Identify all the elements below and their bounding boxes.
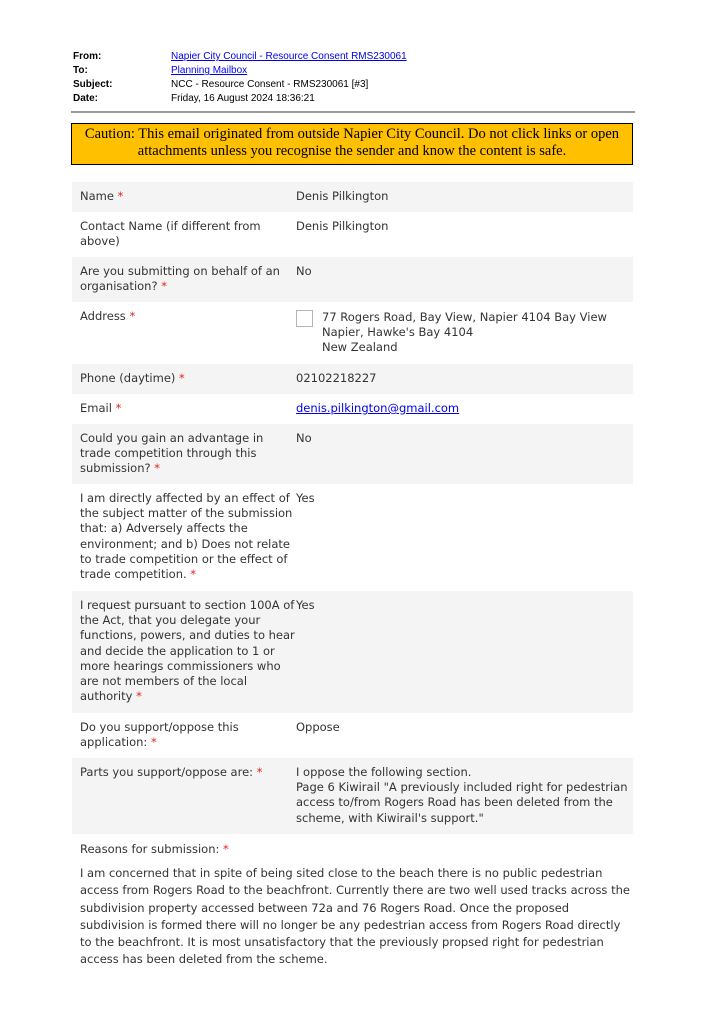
subject-row: [73, 78, 407, 92]
required-marker: *: [117, 189, 124, 203]
from-label: From:: [73, 51, 102, 62]
email-header: [73, 50, 407, 106]
required-marker: *: [150, 735, 157, 750]
required-marker: *: [136, 689, 142, 704]
field-label-section-100a: I request pursuant to section 100A of the Act, that you delegate your functions, powers, and duties to hear and decide the application to 1 or more hearings commissioners who are not members of the local authority: [80, 598, 295, 704]
field-row-parts: [72, 758, 633, 834]
field-value-organisation: No: [296, 264, 312, 278]
subject-label: Subject:: [73, 79, 113, 90]
field-value-name: Denis Pilkington: [296, 189, 389, 203]
address-line-1: 77 Rogers Road, Bay View, Napier 4104 Bay View: [322, 310, 607, 324]
date-row: [73, 92, 407, 106]
field-row-address: [72, 302, 633, 364]
field-row-email: [72, 394, 633, 424]
caution-banner: Caution: This email originated from outside Napier City Council. Do not click links or open attachments unless you recognise the sender and know the content is safe.: [71, 123, 633, 165]
date-value: Friday, 16 August 2024 18:36:21: [171, 93, 315, 104]
date-label: Date:: [73, 93, 99, 104]
header-divider: [71, 111, 635, 113]
field-label-contact-name: Contact Name (if different from above): [80, 219, 261, 249]
field-label-parts: Parts you support/oppose are:: [80, 765, 254, 779]
to-row: [73, 64, 407, 78]
reasons-label: Reasons for submission:: [80, 842, 220, 856]
field-label-email: Email: [80, 401, 112, 415]
field-label-trade-advantage: Could you gain an advantage in trade competition through this submission?: [80, 431, 264, 476]
field-label-address: Address: [80, 309, 126, 323]
field-row-trade-advantage: [72, 424, 633, 484]
field-row-directly-affected: [72, 484, 633, 591]
field-value-trade-advantage: No: [296, 431, 312, 445]
required-marker: *: [129, 309, 136, 323]
email-link[interactable]: denis.pilkington@gmail.com: [296, 401, 460, 415]
subject-value: NCC - Resource Consent - RMS230061 [#3]: [171, 79, 369, 90]
field-label-directly-affected: I am directly affected by an effect of the subject matter of the submission that: a) Adversely affects the environment; and b) Does not relate to trade competition or the effect of trade competition.: [80, 491, 293, 582]
submission-form: [72, 182, 633, 968]
field-value-phone: 02102218227: [296, 371, 377, 385]
field-value-directly-affected: Yes: [296, 491, 315, 505]
field-row-organisation: [72, 257, 633, 302]
field-label-name: Name: [80, 189, 114, 203]
field-value-parts-line-1: I oppose the following section.: [296, 765, 472, 779]
field-value-contact-name: Denis Pilkington: [296, 219, 389, 233]
required-marker: *: [154, 461, 160, 476]
required-marker: *: [190, 567, 197, 582]
field-value-parts-line-2: Page 6 Kiwirail "A previously included right for pedestrian access to/from Rogers Road has been deleted from the scheme, with Kiwirail's support.": [296, 780, 628, 825]
required-marker: *: [179, 371, 185, 385]
to-label: To:: [73, 65, 88, 76]
from-row: [73, 50, 407, 64]
field-row-section-100a: [72, 591, 633, 713]
field-label-organisation: Are you submitting on behalf of an organisation?: [80, 264, 280, 294]
field-row-name: [72, 182, 633, 212]
field-row-support-oppose: [72, 713, 633, 758]
to-link[interactable]: Planning Mailbox: [171, 65, 248, 76]
field-row-phone: [72, 364, 633, 394]
address-line-2: Napier, Hawke's Bay 4104: [322, 325, 474, 340]
field-value-support-oppose: Oppose: [296, 720, 340, 734]
address-line-3: New Zealand: [322, 340, 398, 355]
field-label-support-oppose: Do you support/oppose this application:: [80, 720, 239, 750]
required-marker: *: [223, 842, 229, 856]
field-value-section-100a: Yes: [296, 598, 315, 612]
required-marker: *: [115, 401, 122, 415]
address-map-image-placeholder: [296, 310, 313, 327]
required-marker: *: [256, 765, 263, 779]
field-row-contact-name: [72, 212, 633, 257]
required-marker: *: [161, 279, 167, 294]
field-label-phone: Phone (daytime): [80, 371, 176, 385]
from-link[interactable]: Napier City Council - Resource Consent RMS230061: [171, 51, 407, 62]
reasons-text: I am concerned that in spite of being sited close to the beach there is no public pedestrian access from Rogers Road to the beachfront. Currently there are two well used tracks across the subdivision property accessed between 72a and 76 Rogers Road. Once the proposed subdivision is formed there will no longer be any pedestrian access from Rogers Road directly to the beachfront. It is most unsatisfactory that the previously propsed right for pedestrian access has been deleted from the scheme.: [80, 866, 630, 967]
